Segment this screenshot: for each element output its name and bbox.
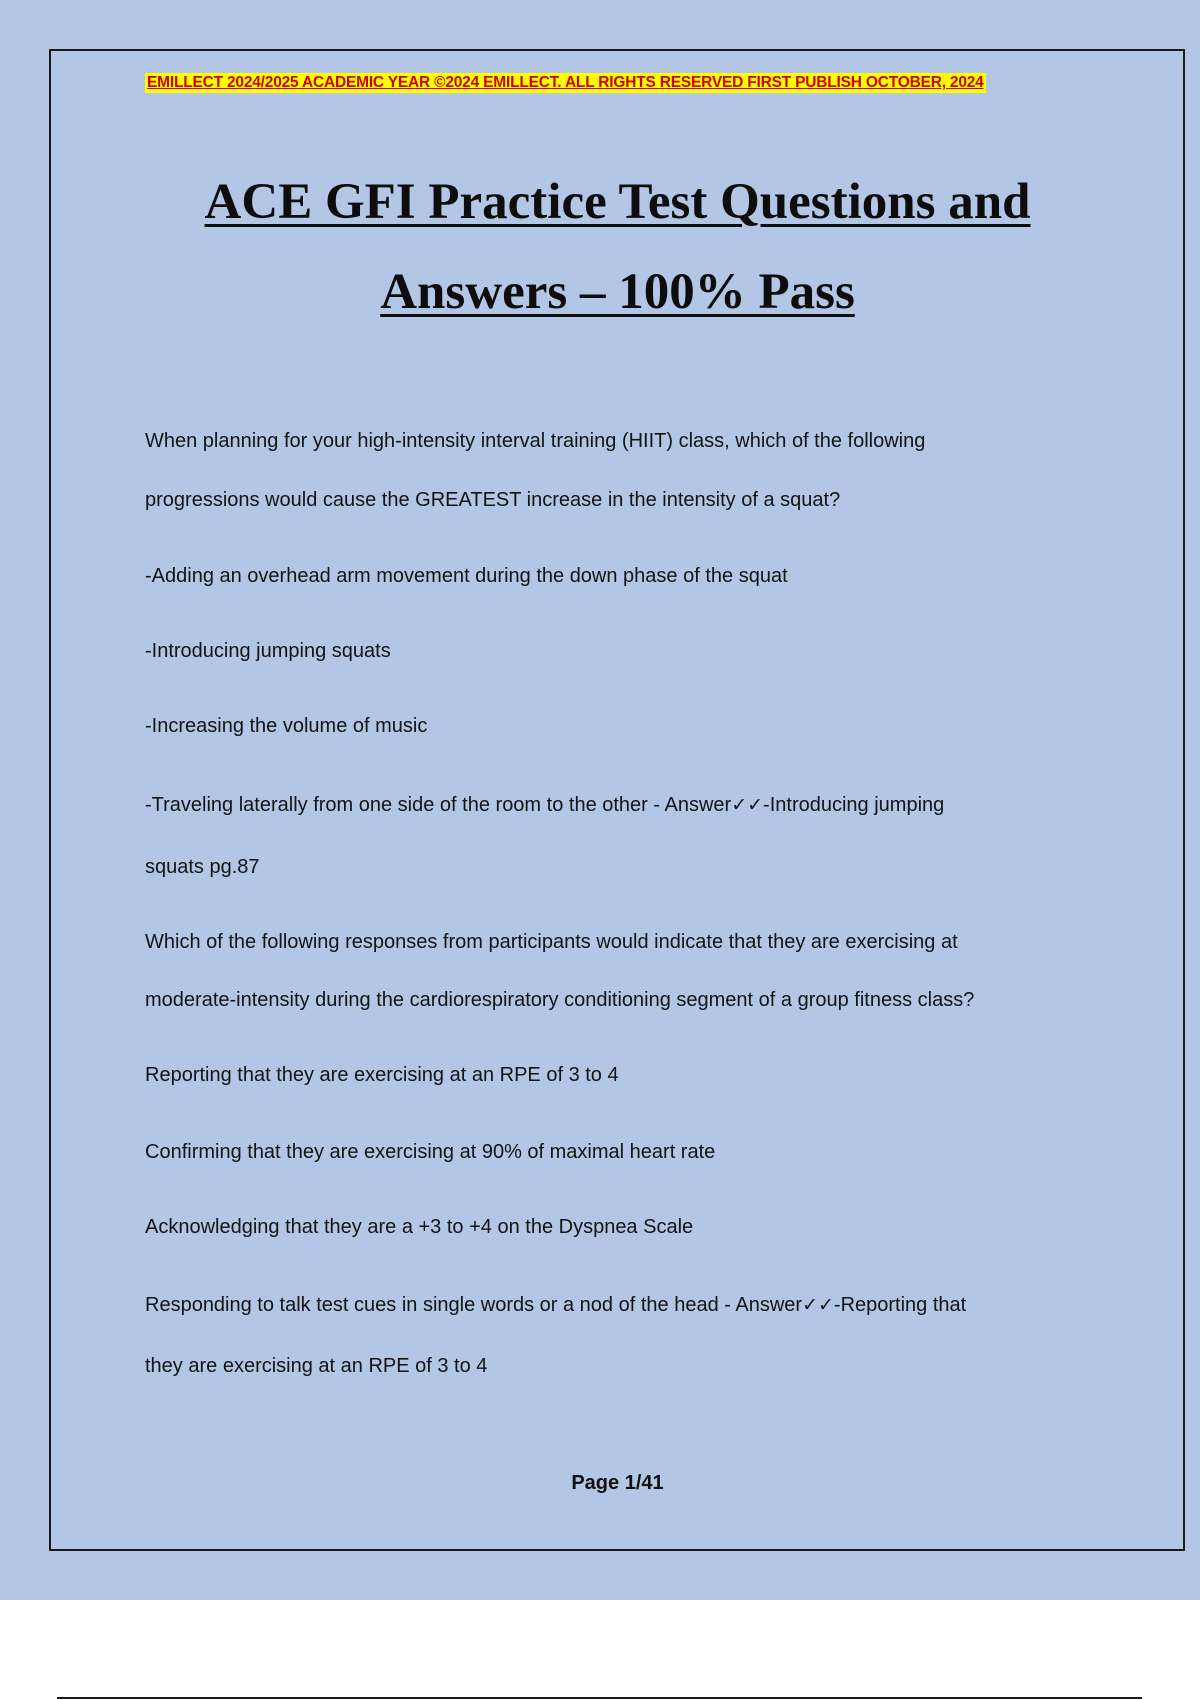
question-2-option-4: Responding to talk test cues in single words or a nod of the head - Answer xyxy=(145,1294,803,1316)
question-2-text-line-2: moderate-intensity during the cardiorespiratory conditioning segment of a group fitness class? xyxy=(145,989,975,1011)
copyright-banner: EMILLECT 2024/2025 ACADEMIC YEAR ©2024 EMILLECT. ALL RIGHTS RESERVED FIRST PUBLISH OCTOBER, 2024 xyxy=(147,74,984,91)
question-1-answer-line-2: squats pg.87 xyxy=(145,856,260,878)
document-title-line-1: ACE GFI Practice Test Questions and xyxy=(204,174,1031,230)
question-2-option-4-with-answer xyxy=(145,1292,1105,1318)
question-1-option-3: -Increasing the volume of music xyxy=(145,715,428,737)
bottom-divider xyxy=(57,1697,1142,1699)
question-1-option-2: -Introducing jumping squats xyxy=(145,640,391,662)
question-1-text-line-2: progressions would cause the GREATEST increase in the intensity of a squat? xyxy=(145,489,841,511)
question-2-option-3: Acknowledging that they are a +3 to +4 on the Dyspnea Scale xyxy=(145,1216,694,1238)
question-2-answer: -Reporting that xyxy=(833,1294,967,1316)
checkmark-icon: ✓✓ xyxy=(731,794,764,816)
question-2-option-2: Confirming that they are exercising at 90% of maximal heart rate xyxy=(145,1141,716,1163)
question-2-text-line-1: Which of the following responses from participants would indicate that they are exercising at xyxy=(145,931,958,953)
checkmark-icon: ✓✓ xyxy=(802,1294,834,1316)
question-1-option-1: -Adding an overhead arm movement during the down phase of the squat xyxy=(145,565,788,587)
question-1-option-4-with-answer xyxy=(145,792,1105,818)
question-2-answer-line-2: they are exercising at an RPE of 3 to 4 xyxy=(145,1355,488,1377)
question-1-option-4: -Traveling laterally from one side of the room to the other - Answer xyxy=(145,794,732,816)
question-1-answer: -Introducing jumping xyxy=(763,794,945,816)
question-1-text-line-1: When planning for your high-intensity interval training (HIIT) class, which of the following xyxy=(145,430,926,452)
document-title-line-2: Answers – 100% Pass xyxy=(380,264,855,320)
question-2-option-1: Reporting that they are exercising at an RPE of 3 to 4 xyxy=(145,1064,619,1086)
page-number: Page 1/41 xyxy=(571,1472,664,1494)
